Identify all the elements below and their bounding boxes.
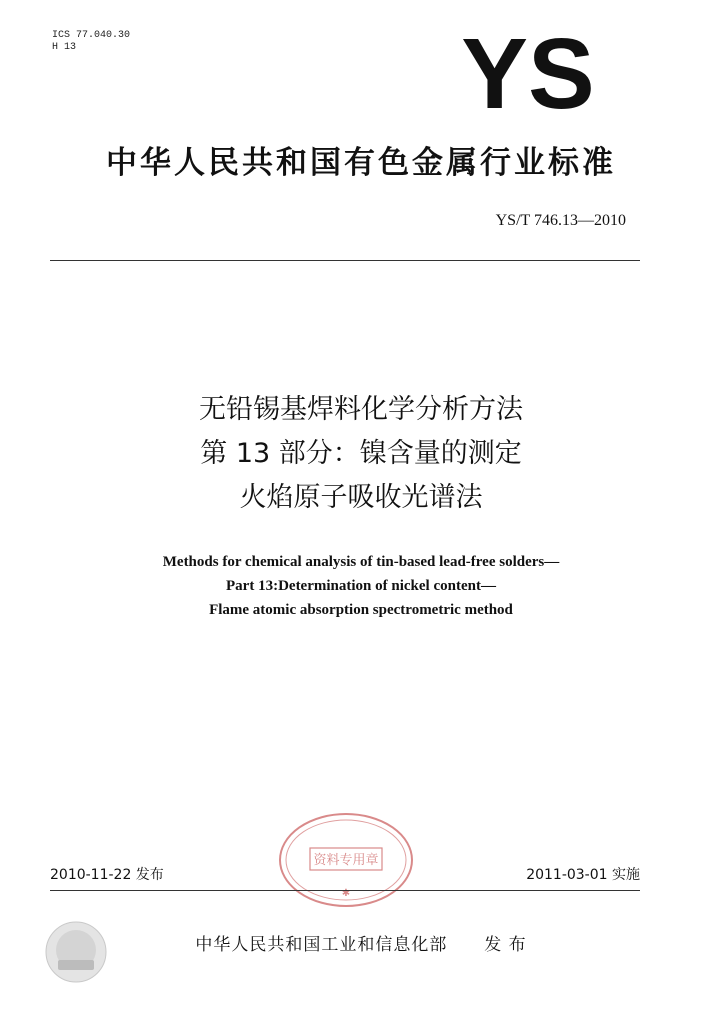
title-en-line3: Flame atomic absorption spectrometric method <box>209 602 513 618</box>
ys-logo <box>453 26 603 116</box>
issuer-name: 中华人民共和国工业和信息化部 <box>195 935 448 955</box>
footer-divider <box>50 890 640 891</box>
standard-number: YS/T 746.13—2010 <box>495 212 626 229</box>
seal-stamp <box>276 810 416 910</box>
header-divider <box>50 260 640 261</box>
issuer-action: 发 布 <box>484 935 527 955</box>
implementation-date: 2011-03-01 实施 <box>526 867 640 883</box>
svg-text:资料专用章: 资料专用章 <box>313 853 379 868</box>
title-en-line1: Methods for chemical analysis of tin-based lead-free solders— <box>162 554 560 570</box>
issuer-line <box>0 930 722 955</box>
issue-date: 2010-11-22 发布 <box>50 867 164 883</box>
title-en-line2: Part 13:Determination of nickel content— <box>226 578 496 594</box>
svg-text:✱: ✱ <box>341 888 351 899</box>
org-title: 中华人民共和国有色金属行业标准 <box>106 145 616 181</box>
classification-codes <box>52 30 130 54</box>
title-zh-line3: 火焰原子吸收光谱法 <box>239 482 483 513</box>
ics-code: ICS 77.040.30 <box>52 30 131 41</box>
ccs-code: H 13 <box>52 42 77 53</box>
title-zh-line2: 第 13 部分：镍含量的测定 <box>200 438 522 469</box>
title-zh-line1: 无铅锡基焊料化学分析方法 <box>199 394 523 425</box>
svg-text:YS: YS <box>461 26 595 116</box>
